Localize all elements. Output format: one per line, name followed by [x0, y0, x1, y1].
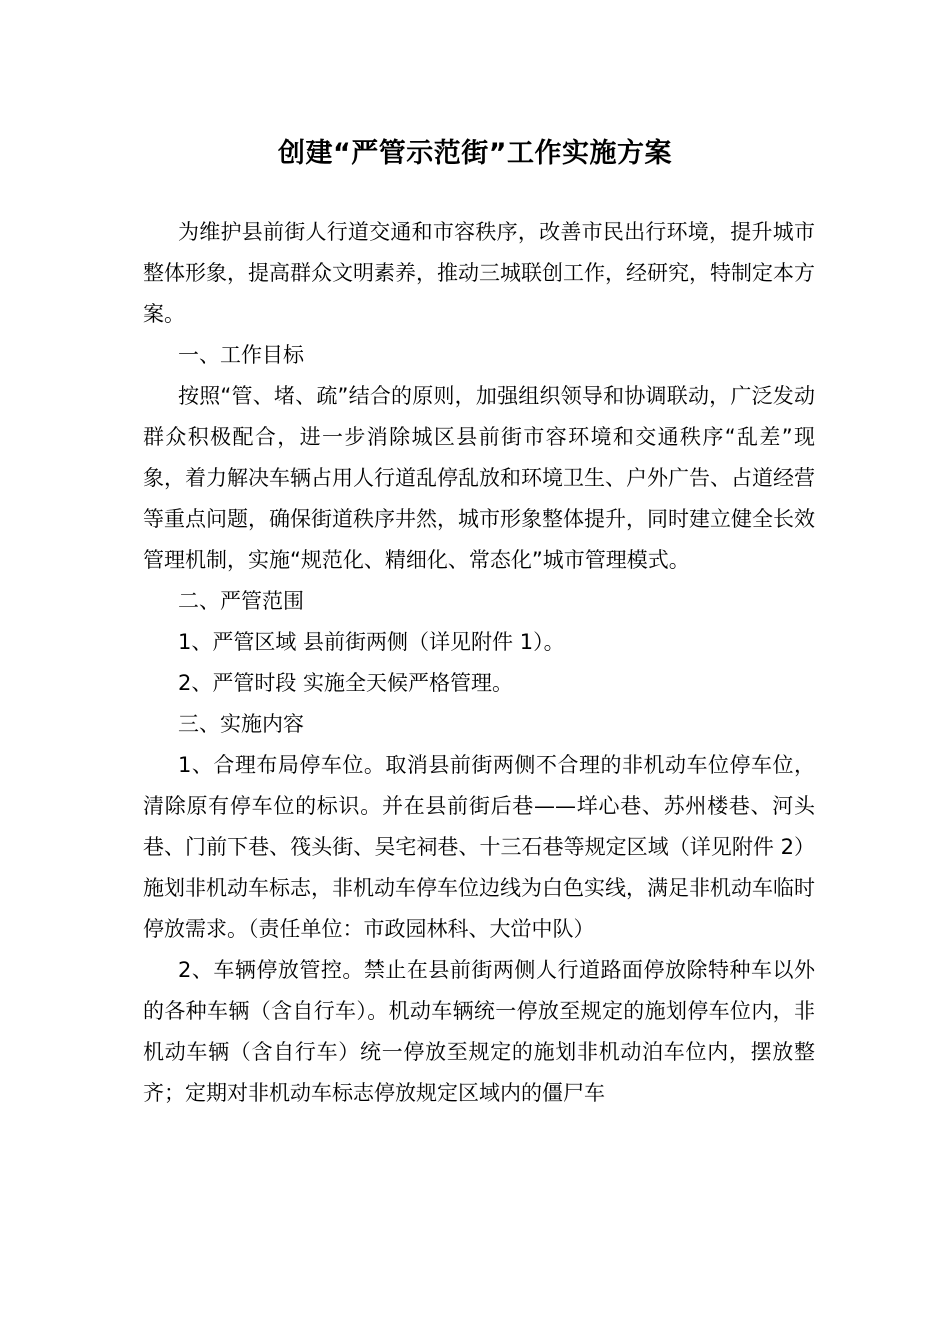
document-title: 创建“严管示范街”工作实施方案	[278, 138, 672, 169]
content-item-parking-layout: 1、合理布局停车位。取消县前街两侧不合理的非机动车位停车位，清除原有停车位的标识。并在县前街后巷——垟心巷、苏州楼巷、河头巷、门前下巷、筏头街、吴宅祠巷、十三石巷等规定区域（详见附件 2）施划非机动车标志，非机动车停车位边线为白色实线，满足非机动车临时停放需求。（责任单位：市政园林科、大峃中队）	[143, 753, 815, 941]
intro-paragraph: 为维护县前街人行道交通和市容秩序，改善市民出行环境，提升城市整体形象，提高群众文明素养，推动三城联创工作，经研究，特制定本方案。	[143, 220, 815, 326]
scope-area-item: 1、严管区域 县前街两侧（详见附件 1）。	[178, 630, 565, 654]
document-body	[143, 212, 815, 1114]
section-heading-content: 三、实施内容	[178, 712, 304, 736]
section-heading-scope: 二、严管范围	[178, 589, 304, 613]
scope-time-item: 2、严管时段 实施全天候严格管理。	[178, 671, 514, 695]
section-heading-goals: 一、工作目标	[178, 343, 304, 367]
goals-paragraph: 按照“管、堵、疏”结合的原则，加强组织领导和协调联动，广泛发动群众积极配合，进一步消除城区县前街市容环境和交通秩序“乱差”现象，着力解决车辆占用人行道乱停乱放和环境卫生、户外广告、占道经营等重点问题，确保街道秩序井然，城市形象整体提升，同时建立健全长效管理机制，实施“规范化、精细化、常态化”城市管理模式。	[143, 384, 815, 572]
content-item-vehicle-control: 2、车辆停放管控。禁止在县前街两侧人行道路面停放除特种车以外的各种车辆（含自行车）。机动车辆统一停放至规定的施划停车位内，非机动车辆（含自行车）统一停放至规定的施划非机动泊车位内，摆放整齐；定期对非机动车标志停放规定区域内的僵尸车	[143, 958, 815, 1105]
